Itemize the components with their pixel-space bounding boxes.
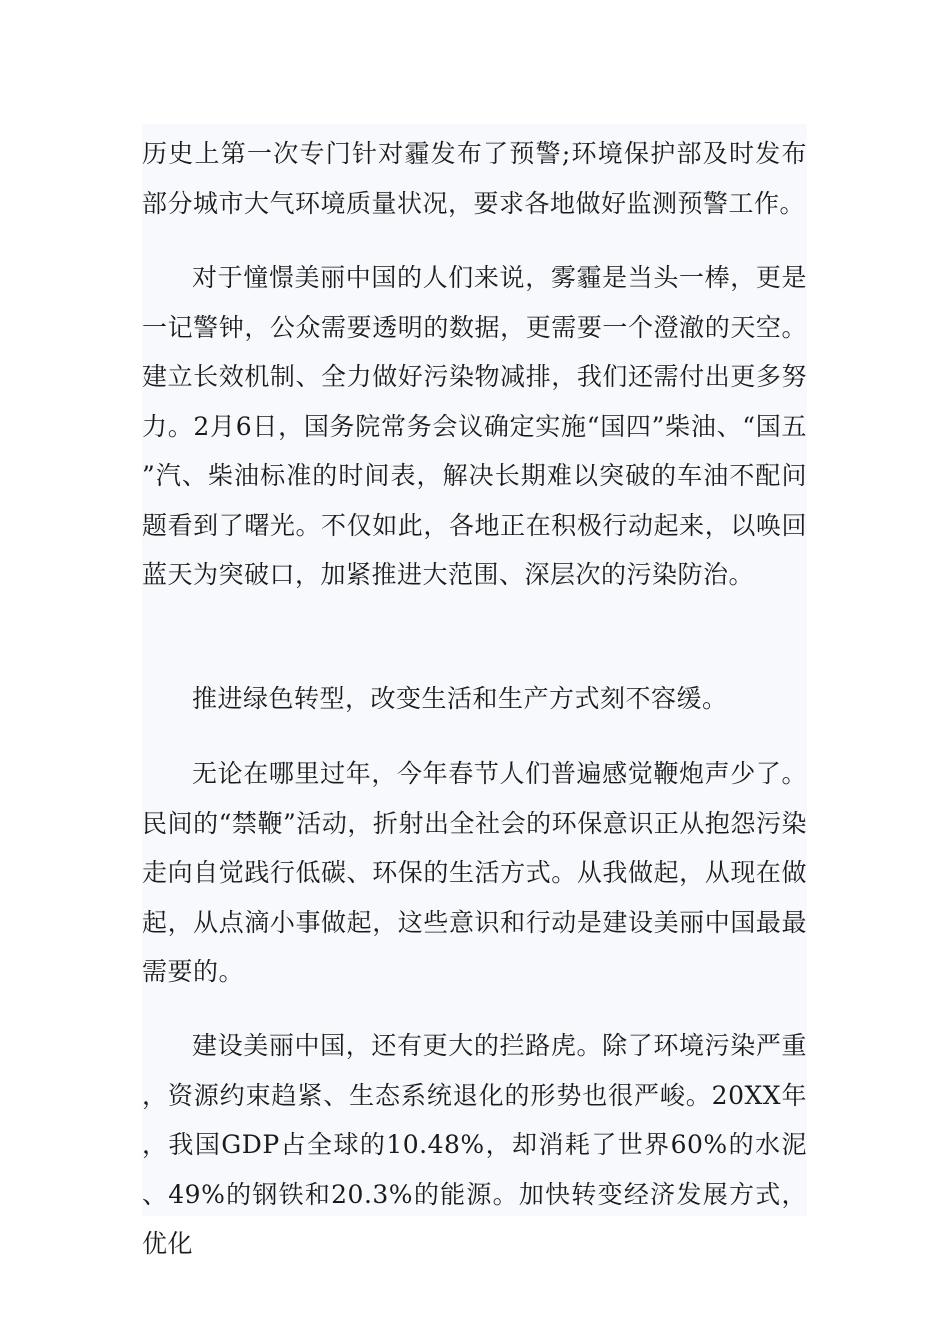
paragraph-4: 无论在哪里过年，今年春节人们普遍感觉鞭炮声少了。民间的“禁鞭”活动，折射出全社会的环保意识正从抱怨污染走向自觉践行低碳、环保的生活方式。从我做起，从现在做起，从点滴小事做起，这些意识和行动是建设美丽中国最最需要的。: [142, 759, 807, 986]
paragraph-1: 历史上第一次专门针对霾发布了预警;环境保护部及时发布部分城市大气环境质量状况，要求各地做好监测预警工作。: [142, 139, 807, 218]
paragraph-2: 对于憧憬美丽中国的人们来说，雾霾是当头一棒，更是一记警钟，公众需要透明的数据，更需要一个澄澈的天空。建立长效机制、全力做好污染物减排，我们还需付出更多努力。2月6日，国务院常务会议确定实施“国四”柴油、“国五”汽、柴油标准的时间表，解决长期难以突破的车油不配问题看到了曙光。不仅如此，各地正在积极行动起来，以唤回蓝天为突破口，加紧推进大范围、深层次的污染防治。: [142, 263, 807, 589]
paragraph-3: 推进绿色转型，改变生活和生产方式刻不容缓。: [192, 684, 728, 713]
paragraph-5: 建设美丽中国，还有更大的拦路虎。除了环境污染严重，资源约束趋紧、生态系统退化的形势也很严峻。20XX年，我国GDP占全球的10.48%，却消耗了世界60%的水泥、49%的钢铁和20.3%的能源。加快转变经济发展方式，优化: [142, 1031, 807, 1258]
text-body: [142, 124, 807, 1258]
